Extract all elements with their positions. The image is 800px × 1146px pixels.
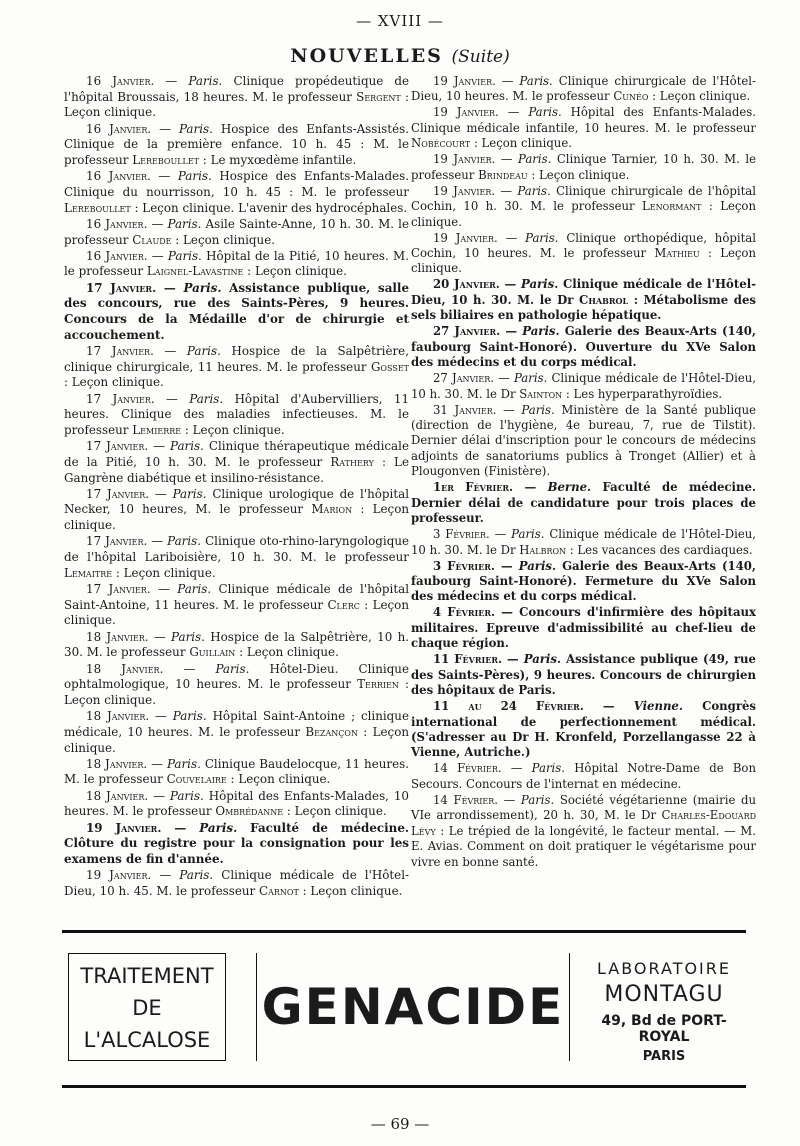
ad-right-line-4: PARIS (642, 1049, 686, 1064)
entry-date: 17 Janvier. (86, 391, 155, 406)
entry-text: Clinique chirurgicale de l'Hôtel-Dieu, 10 heures. M. le professeur (411, 74, 756, 104)
entry-person: Couvelaire (166, 772, 227, 787)
entry-date: 3 Février. (433, 558, 495, 573)
entry-date: 16 Janvier. (86, 248, 148, 263)
section-suite: (Suite) (451, 47, 510, 67)
entry-place: Berne. (547, 480, 592, 495)
entry-subject: : Métabolisme des sels biliaires en pathologie hépatique. (411, 292, 756, 323)
news-entry: 14 Février. — Paris. Société végétarienne (mairie du VIe arrondissement), 20 h. 30, M. le Dr Charles-Edouard Lévy : Le trépied de la longévité, le facteur mental. — M. E. Avias. Comment on doit pratiquer le végétarisme pour vivre en bonne santé. (411, 792, 757, 869)
entry-text: Clinique Tarnier, 10 h. 30. M. le professeur (411, 152, 756, 182)
entry-subject: : Leçon clinique. (286, 804, 387, 819)
entry-place: Paris. (525, 230, 559, 245)
entry-date: 18 Janvier. (86, 788, 149, 803)
entry-place: Paris. (519, 74, 553, 88)
entry-subject: : Leçon clinique. (64, 724, 410, 755)
entry-subject: : Leçon clinique. (302, 883, 403, 898)
entry-text: Hôpital Notre-Dame de Bon Secours. Concours de l'internat en médecine. (411, 761, 756, 791)
entry-place: Paris. (520, 792, 555, 807)
entry-date: 14 Février. (433, 761, 502, 776)
entry-subject: : Leçon clinique. L'avenir des hydrocéphales. (134, 200, 408, 215)
entry-place: Paris. (179, 868, 214, 883)
entry-person: Guillain (189, 645, 236, 660)
entry-subject: : Leçon clinique. (175, 232, 276, 247)
entry-text: Ministère de la Santé publique (direction de l'hygiène, 4e bureau, 7, rue de Tilstit). Dernier délai d'inscription pour le concours de médecins adjoints de sanatoriums publics à Tronget (Allier) et à Plougonven (Finistère). (411, 402, 757, 479)
entry-text: Hôpital des Enfants-Malades. Clinique médicale infantile, 10 heures. M. le professeur (411, 105, 756, 135)
news-entry: 14 Février. — Paris. Hôpital Notre-Dame de Bon Secours. Concours de l'internat en médecine. (411, 761, 756, 791)
news-entry: 19 Janvier. — Paris. Clinique médicale de l'Hôtel-Dieu, 10 h. 45. M. le professeur Carnot : Leçon clinique. (64, 868, 410, 898)
entry-text: Concours d'infirmière des hôpitaux militaires. Epreuve d'admissibilité au chef-lieu de chaque région. (411, 605, 756, 651)
entry-subject: : Leçon clinique. (64, 375, 164, 390)
entry-subject: : Le myxœdème infantile. (202, 153, 357, 168)
news-entry: 17 Janvier. — Paris. Assistance publique, salle des concours, rue des Saints-Pères, 9 heures. Concours de la Médaille d'or de chirurgie et accouchement. (64, 280, 410, 342)
entry-person: Gosset (370, 359, 409, 374)
entry-date: 19 Janvier. (86, 868, 152, 883)
entry-place: Paris. (172, 486, 207, 501)
news-entry: 1er Février. — Berne. Faculté de médecine. Dernier délai de candidature pour trois places de professeur. (411, 480, 756, 526)
news-entry: 19 Janvier. — Paris. Clinique chirurgicale de l'hôpital Cochin, 10 h. 30. M. le professeur Lenormant : Leçon clinique. (411, 183, 756, 229)
entry-person: Terrien (357, 677, 399, 692)
entry-place: Paris. (171, 629, 205, 644)
entry-place: Paris. (511, 527, 545, 542)
entry-date: 27 Janvier. (433, 371, 494, 386)
entry-subject: : Leçon clinique. (247, 264, 347, 279)
entry-date: 31 Janvier. (433, 402, 497, 417)
news-entry: 27 Janvier. — Paris. Clinique médicale de l'Hôtel-Dieu, 10 h. 30. M. le Dr Sainton : Les hyperparathyroïdies. (411, 371, 756, 401)
news-entry: 11 Février. — Paris. Assistance publique (49, rue des Saints-Pères), 9 heures. Concours de chirurgien des hôpitaux de Paris. (411, 652, 756, 698)
entry-person: Claude (132, 232, 172, 247)
ad-right-line-1: LABORATOIRE (597, 959, 731, 978)
news-entry: 17 Janvier. — Paris. Clinique urologique de l'hôpital Necker, 10 heures, M. le professeur Marion : Leçon clinique. (64, 486, 410, 533)
entry-subject: : Leçon clinique. (64, 677, 410, 707)
entry-text: Assistance publique, salle des concours, rue des Saints-Pères, 9 heures. Concours de la Médaille d'or de chirurgie et accouchement. (64, 280, 410, 342)
entry-text: Faculté de médecine. Dernier délai de candidature pour trois places de professeur. (411, 480, 756, 526)
entry-person: Lemierre (132, 422, 182, 437)
entry-text: Hospice des Enfants-Assistés. Clinique de la première enfance. 10 h. 45 : M. le professeur (64, 121, 409, 168)
entry-text: Hôtel-Dieu. Clinique ophtalmologique, 10 heures. M. le professeur (64, 661, 410, 692)
news-entry: 16 Janvier. — Paris. Hospice des Enfants-Malades. Clinique du nourrisson, 10 h. 45 : M. le professeur Lereboullet : Leçon clinique. L'avenir des hydrocéphales. (64, 169, 410, 215)
entry-text: Clinique médicale de l'Hôtel-Dieu, 10 h. 45. M. le professeur (64, 868, 410, 898)
section-heading (0, 45, 800, 67)
entry-place: Paris. (199, 820, 238, 835)
entry-date: 17 Janvier. (86, 534, 148, 549)
entry-subject: : Leçon clinique. (531, 167, 630, 182)
news-entry: 17 Janvier. — Paris. Clinique médicale de l'hôpital Saint-Antoine, 11 heures. M. le professeur Clerc : Leçon clinique. (64, 582, 410, 628)
section-title: NOUVELLES (290, 45, 443, 67)
entry-date: 16 Janvier. (86, 169, 151, 184)
entry-date: 17 Janvier. (86, 582, 151, 596)
entry-place: Paris. (172, 709, 207, 724)
entry-place: Paris. (169, 788, 204, 803)
news-entry: 31 Janvier. — Paris. Ministère de la Santé publique (direction de l'hygiène, 4e bureau, 7, rue de Tilstit). Dernier délai d'inscription pour le concours de médecins adjoints de sanatoriums publics à Tronget (Allier) et à Plougonven (Finistère). (411, 402, 757, 479)
entry-place: Paris. (186, 343, 221, 358)
entry-text: Clinique propédeutique de l'hôpital Broussais, 18 heures. M. le professeur (64, 74, 410, 104)
entry-date: 27 Janvier. (433, 324, 501, 339)
entry-text: Clinique médicale de l'Hôtel-Dieu, 10 h. 30. M. le Dr (411, 371, 756, 401)
entry-person: Charles-Edouard Lévy (411, 808, 757, 838)
entry-date: 11 au 24 Février. (433, 699, 584, 714)
news-entry: 18 Janvier. — Paris. Clinique Baudelocque, 11 heures. M. le professeur Couvelaire : Leçon clinique. (64, 756, 409, 787)
news-entry: 18 Janvier. — Paris. Hôtel-Dieu. Clinique ophtalmologique, 10 heures. M. le professeur Terrien : Leçon clinique. (64, 661, 410, 707)
entry-text: Clinique orthopédique, hôpital Cochin, 10 heures. M. le professeur (411, 230, 756, 260)
news-entry: 11 au 24 Février. — Vienne. Congrès international de perfectionnement médical. (S'adresser au Dr H. Kronfeld, Porzellangasse 22 à Vienne, Autriche.) (411, 699, 757, 760)
entry-person: Laignel-Lavastine (146, 264, 244, 279)
entry-date: 16 Janvier. (86, 216, 148, 231)
entry-person: Sergent (356, 89, 401, 104)
entry-date: 17 Janvier. (86, 280, 157, 295)
entry-place: Paris. (167, 248, 202, 263)
entry-date: 3 Février. (433, 527, 490, 542)
news-entry: 16 Janvier. — Paris. Clinique propédeutique de l'hôpital Broussais, 18 heures. M. le professeur Sergent : Leçon clinique. (64, 74, 410, 120)
ad-laboratory (582, 953, 746, 1064)
news-entry: 17 Janvier. — Paris. Hospice de la Salpêtrière, clinique chirurgicale, 11 heures. M. le professeur Gosset : Leçon clinique. (64, 343, 409, 390)
entry-date: 4 Février. (433, 605, 496, 620)
entry-text: Clinique urologique de l'hôpital Necker, 10 heures, M. le professeur (64, 486, 409, 517)
entry-subject: : Leçon clinique. (64, 502, 410, 533)
news-entry: 19 Janvier. — Paris. Hôpital des Enfants-Malades. Clinique médicale infantile, 10 heures. M. le professeur Nobécourt : Leçon clinique. (411, 105, 756, 151)
entry-date: 18 Janvier. (86, 756, 148, 771)
entry-place: Paris. (166, 756, 201, 771)
entry-date: 18 Janvier. (86, 629, 149, 644)
news-entry: 19 Janvier. — Paris. Faculté de médecine. Clôture du registre pour la consignation pour les examens de fin d'année. (64, 820, 410, 866)
entry-date: 20 Janvier. (433, 277, 500, 292)
news-entry: 4 Février. — Concours d'infirmière des hôpitaux militaires. Epreuve d'admissibilité au chef-lieu de chaque région. (411, 605, 756, 651)
entry-text: Hospice des Enfants-Malades. Clinique du nourrisson, 10 h. 45 : M. le professeur (64, 169, 410, 199)
ad-right-line-3: 49, Bd de PORT-ROYAL (601, 1013, 727, 1045)
entry-person: Lenormant (642, 199, 702, 214)
entry-date: 19 Janvier. (433, 183, 496, 198)
roman-page-number: — XVIII — (356, 12, 444, 30)
entry-subject: : Leçon clinique. (184, 422, 285, 437)
ad-brand-name: GENACIDE (256, 953, 570, 1061)
news-entry: 19 Janvier. — Paris. Clinique chirurgicale de l'Hôtel-Dieu, 10 heures. M. le professeur Cunéo : Leçon clinique. (411, 74, 756, 104)
entry-place: Paris. (189, 391, 224, 406)
entry-place: Paris. (188, 74, 223, 88)
entry-subject: : Leçon clinique. (115, 565, 216, 580)
entry-person: Cunéo (613, 89, 649, 104)
entry-date: 19 Janvier. (433, 230, 498, 245)
entry-person: Lereboullet (64, 200, 131, 215)
entry-person: Lemaitre (64, 565, 113, 580)
entry-place: Paris. (178, 121, 213, 136)
news-entry: 16 Janvier. — Paris. Hôpital de la Pitié, 10 heures. M. le professeur Laignel-Lavastine : Leçon clinique. (64, 248, 409, 279)
entry-text: Clinique médicale de l'Hôtel-Dieu, 10 h. 30. M. le Dr (411, 527, 756, 557)
entry-person: Chabrol (579, 292, 629, 307)
entry-date: 17 Janvier. (86, 486, 150, 501)
entry-subject: : Le trépied de la longévité, le facteur mental. — M. E. Avias. Comment on doit pratiquer le végétarisme pour vivre en bonne santé. (411, 823, 756, 869)
entry-text: Galerie des Beaux-Arts (140, faubourg Saint-Honoré). Ouverture du XVe Salon des médecins et du corps médical. (411, 324, 756, 370)
entry-place: Paris. (167, 216, 202, 231)
entry-text: Hôpital Saint-Antoine ; clinique médicale, 10 heures. M. le professeur (64, 709, 409, 739)
entry-place: Paris. (523, 652, 562, 667)
entry-text: Congrès international de perfectionnement médical. (S'adresser au Dr H. Kronfeld, Porzellangasse 22 à Vienne, Autriche.) (411, 699, 757, 760)
entry-date: 17 Janvier. (86, 439, 149, 454)
entry-text: Hospice de la Salpêtrière, 10 h. 30. M. le professeur (64, 629, 410, 660)
entry-text: Clinique médicale de l'Hôtel-Dieu, 10 h. 30. M. le Dr (411, 277, 756, 307)
entry-date: 19 Janvier. (86, 820, 162, 835)
entry-text: Faculté de médecine. Clôture du registre pour la consignation pour les examens de fin d'année. (64, 820, 410, 866)
entry-place: Paris. (517, 152, 552, 167)
entry-subject: : Leçon clinique. (473, 136, 572, 151)
entry-person: Nobécourt (411, 136, 471, 151)
entry-text: Hôpital d'Aubervilliers, 11 heures. Clinique des maladies infectieuses. M. le professeur (64, 391, 410, 437)
entry-person: Carnot (259, 883, 299, 898)
entry-person: Mathieu (654, 245, 700, 260)
entry-date: 18 Janvier. (86, 709, 150, 724)
advertisement (62, 930, 746, 1088)
entry-text: Assistance publique (49, rue des Saints-Pères), 9 heures. Concours de chirurgien des hôpitaux de Paris. (411, 652, 756, 698)
entry-text: Hôpital de la Pitié, 10 heures. M. le professeur (64, 248, 409, 279)
entry-date: 19 Janvier. (433, 152, 496, 167)
news-entry: 19 Janvier. — Paris. Clinique orthopédique, hôpital Cochin, 10 heures. M. le professeur Mathieu : Leçon clinique. (411, 230, 756, 276)
entry-place: Paris. (520, 277, 559, 292)
entry-place: Paris. (215, 661, 250, 676)
entry-text: Clinique Baudelocque, 11 heures. M. le professeur (64, 756, 409, 787)
entry-place: Paris. (528, 105, 562, 120)
news-entry: 18 Janvier. — Paris. Hôpital des Enfants-Malades, 10 heures. M. le professeur Ombrédanne : Leçon clinique. (64, 788, 409, 819)
entry-subject: : Leçon clinique. (230, 772, 331, 787)
entry-place: Paris. (183, 280, 222, 295)
entry-person: Brindeau (478, 167, 528, 182)
ad-left-line-3: L'ALCALOSE (83, 1028, 211, 1052)
entry-person: Clerc (327, 597, 360, 612)
news-entry: 16 Janvier. — Paris. Asile Sainte-Anne, 10 h. 30. M. le professeur Claude : Leçon clinique. (64, 216, 410, 247)
entry-date: 11 Février. (433, 652, 503, 667)
entry-place: Paris. (522, 324, 560, 339)
news-entry: 17 Janvier. — Paris. Hôpital d'Aubervilliers, 11 heures. Clinique des maladies infectieuses. M. le professeur Lemierre : Leçon clinique. (64, 391, 410, 437)
left-column (64, 74, 409, 900)
entry-place: Vienne. (633, 699, 683, 714)
ad-right-line-2: MONTAGU (604, 982, 724, 1007)
news-entry: 17 Janvier. — Paris. Clinique oto-rhino-laryngologique de l'hôpital Lariboisière, 10 h. 30. M. le professeur Lemaitre : Leçon clinique. (64, 534, 410, 580)
news-entry: 18 Janvier. — Paris. Hospice de la Salpêtrière, 10 h. 30. M. le professeur Guillain : Leçon clinique. (64, 629, 410, 660)
entry-subject: : Le Gangrène diabétique et insilino-résistance. (64, 454, 409, 485)
entry-date: 1er Février. (433, 480, 514, 495)
entry-subject: : Leçon clinique. (411, 199, 756, 229)
entry-text: Clinique médicale de l'hôpital Saint-Antoine, 11 heures. M. le professeur (64, 582, 410, 612)
entry-person: Rathery (330, 454, 374, 469)
entry-date: 16 Janvier. (86, 74, 155, 88)
entry-person: Halbron (519, 542, 567, 557)
right-column (411, 74, 756, 871)
entry-person: Sainton (519, 386, 563, 401)
entry-text: Clinique chirurgicale de l'hôpital Cochin, 10 h. 30. M. le professeur (411, 183, 756, 214)
entry-subject: : Leçon clinique. (64, 597, 409, 628)
entry-place: Paris. (521, 402, 555, 417)
entry-text: Galerie des Beaux-Arts (140, faubourg Saint-Honoré). Fermeture du XVe Salon des médecins et du corps médical. (411, 558, 756, 604)
entry-place: Paris. (167, 534, 202, 549)
entry-date: 19 Janvier. (433, 74, 496, 88)
entry-subject: : Les hyperparathyroïdies. (565, 386, 723, 401)
entry-date: 14 Février. (433, 792, 498, 807)
entry-date: 18 Janvier. (86, 661, 164, 676)
entry-text: Clinique thérapeutique médicale de la Pitié, 10 h. 30. M. le professeur (64, 439, 409, 469)
ad-left-line-2: DE (132, 996, 162, 1020)
news-entry: 20 Janvier. — Paris. Clinique médicale de l'Hôtel-Dieu, 10 h. 30. M. le Dr Chabrol : Métabolisme des sels biliaires en pathologie hépatique. (411, 277, 756, 323)
entry-text: Asile Sainte-Anne, 10 h. 30. M. le professeur (64, 216, 410, 247)
entry-person: Ombrédanne (215, 804, 284, 819)
news-entry: 16 Janvier. — Paris. Hospice des Enfants-Assistés. Clinique de la première enfance. 10 h. 45 : M. le professeur Lereboullet : Le myxœdème infantile. (64, 121, 409, 168)
entry-place: Paris. (518, 558, 557, 573)
entry-place: Paris. (177, 582, 212, 596)
entry-person: Lereboullet (132, 153, 199, 168)
entry-person: Bezançon (305, 724, 358, 739)
entry-place: Paris. (513, 371, 548, 386)
page-number: — 69 — (370, 1115, 430, 1133)
entry-date: 17 Janvier. (86, 343, 154, 358)
ad-left-line-1: TRAITEMENT (80, 964, 214, 988)
entry-place: Paris. (531, 761, 566, 776)
news-entry: 3 Février. — Paris. Clinique médicale de l'Hôtel-Dieu, 10 h. 30. M. le Dr Halbron : Les vacances des cardiaques. (411, 527, 756, 557)
entry-place: Paris. (177, 169, 212, 184)
entry-subject: : Leçon clinique. (411, 245, 756, 276)
entry-text: Hôpital des Enfants-Malades, 10 heures. M. le professeur (64, 788, 409, 819)
news-entry: 27 Janvier. — Paris. Galerie des Beaux-Arts (140, faubourg Saint-Honoré). Ouverture du XVe Salon des médecins et du corps médical. (411, 324, 756, 370)
entry-text: Clinique oto-rhino-laryngologique de l'hôpital Lariboisière, 10 h. 30. M. le professeur (64, 534, 410, 565)
news-entry: 19 Janvier. — Paris. Clinique Tarnier, 10 h. 30. M. le professeur Brindeau : Leçon clinique. (411, 152, 756, 182)
entry-date: 16 Janvier. (86, 121, 152, 136)
entry-date: 19 Janvier. (433, 105, 499, 120)
entry-subject: : Leçon clinique. (652, 89, 751, 104)
entry-text: Société végétarienne (mairie du VIe arrondissement), 20 h. 30, M. le Dr (411, 792, 756, 823)
entry-person: Marion (311, 502, 353, 517)
news-entry: 3 Février. — Paris. Galerie des Beaux-Arts (140, faubourg Saint-Honoré). Fermeture du XVe Salon des médecins et du corps médical. (411, 558, 756, 604)
entry-place: Paris. (169, 439, 204, 454)
entry-text: Hospice de la Salpêtrière, clinique chirurgicale, 11 heures. M. le professeur (64, 343, 409, 374)
ad-treatment-box (68, 953, 226, 1061)
entry-subject: : Les vacances des cardiaques. (569, 542, 753, 557)
entry-subject: : Leçon clinique. (64, 89, 409, 120)
news-entry: 17 Janvier. — Paris. Clinique thérapeutique médicale de la Pitié, 10 h. 30. M. le professeur Rathery : Le Gangrène diabétique et insilino-résistance. (64, 439, 409, 485)
news-entry: 18 Janvier. — Paris. Hôpital Saint-Antoine ; clinique médicale, 10 heures. M. le professeur Bezançon : Leçon clinique. (64, 709, 410, 755)
entry-subject: : Leçon clinique. (239, 645, 339, 660)
entry-place: Paris. (517, 183, 551, 198)
